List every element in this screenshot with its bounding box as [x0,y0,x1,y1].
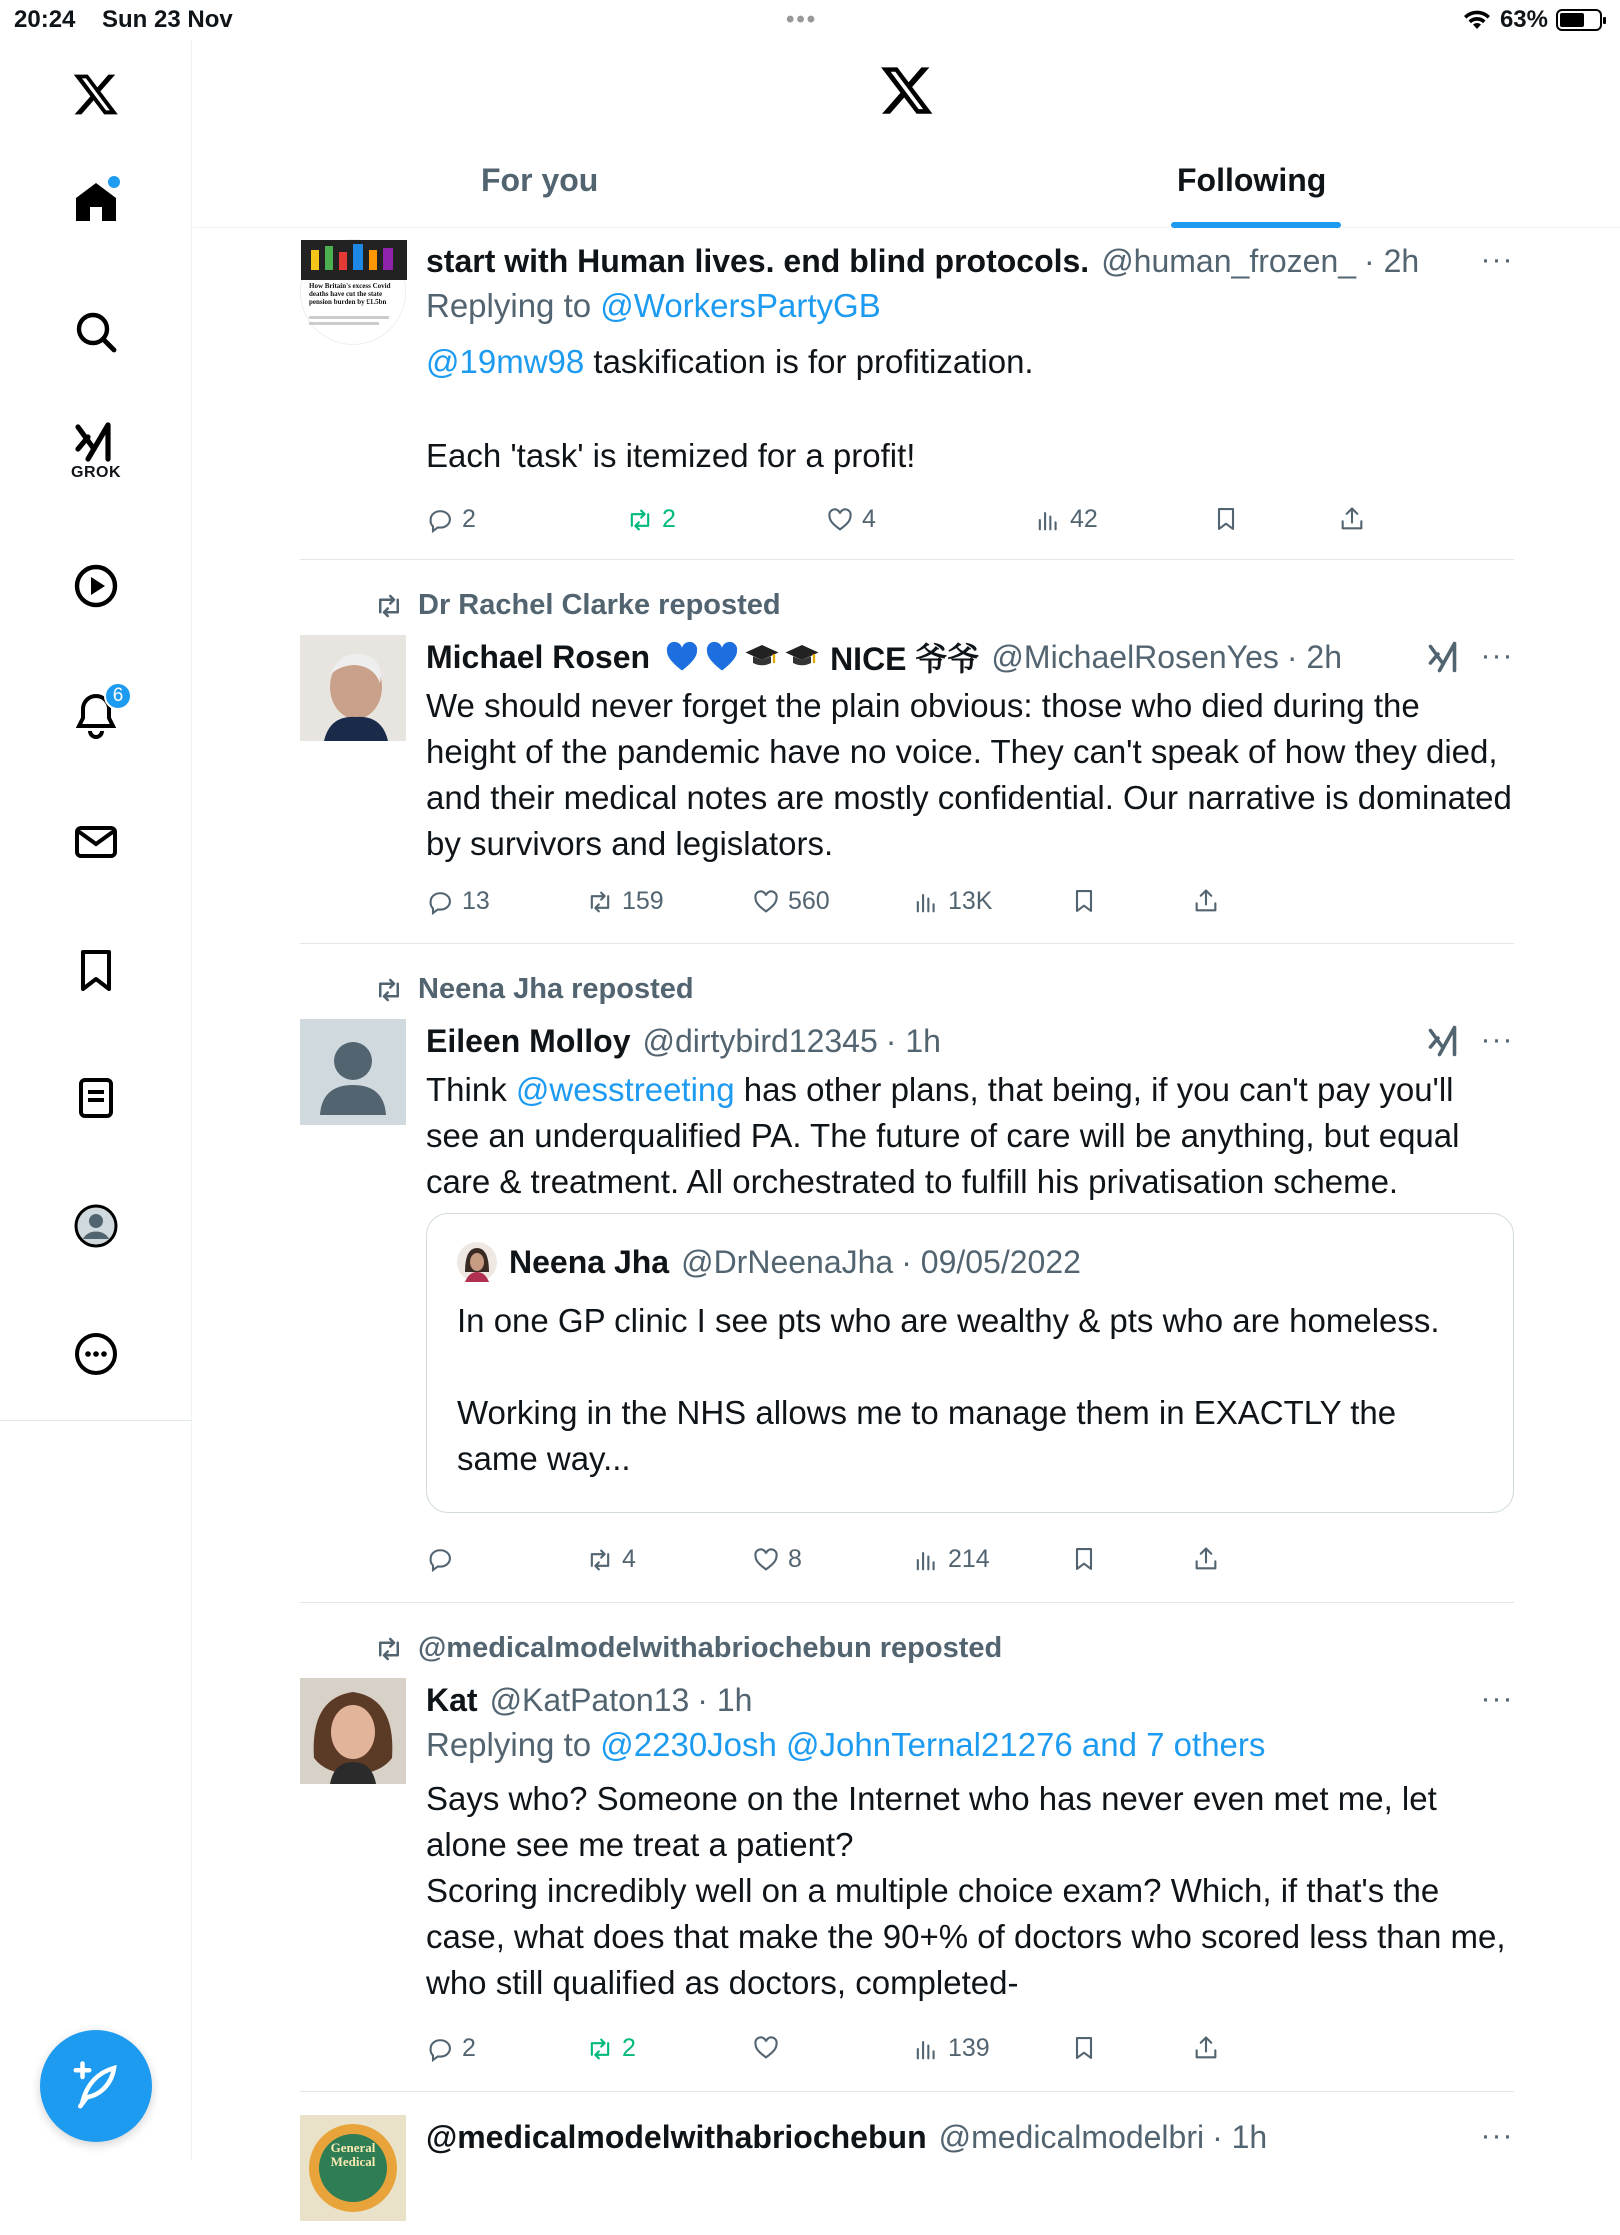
repost-icon [374,975,404,1005]
repost-button[interactable] [586,1545,636,1574]
search-icon[interactable] [68,304,124,360]
views-button[interactable] [1034,505,1098,534]
repost-count: 2 [662,505,676,533]
reply-button[interactable] [426,887,490,916]
avatar[interactable] [300,635,406,741]
author-name[interactable]: start with Human lives. end blind protocols. [426,242,1090,279]
graduation-cap-icon [744,639,780,675]
views-button[interactable] [912,887,992,916]
repost-count: 4 [622,1545,636,1573]
share-button[interactable] [1338,505,1366,533]
like-icon [752,2034,780,2062]
reply-mention-link[interactable]: @WorkersPartyGB [600,287,881,324]
repost-icon [374,591,404,621]
tweet-time[interactable]: · 1h [1212,2118,1268,2155]
profile-icon[interactable] [68,1198,124,1254]
more-icon[interactable] [68,1326,124,1382]
bookmark-icon [1070,1545,1098,1573]
timeline-feed[interactable] [193,229,1620,2169]
repost-icon [626,506,654,534]
author-name[interactable]: Eileen Molloy [426,1022,631,1059]
like-icon [826,506,854,534]
quoted-time: · 09/05/2022 [901,1243,1081,1280]
sidebar-separator [0,1420,192,1421]
tweet[interactable] [300,635,1514,915]
more-options-icon[interactable]: ··· [1480,243,1514,276]
views-icon [912,888,940,916]
bookmark-button[interactable] [1070,2034,1098,2062]
video-icon[interactable] [68,558,124,614]
tweet-actions [426,2034,1620,2074]
bookmark-icon [1212,505,1240,533]
avatar[interactable] [300,2115,406,2221]
reply-count: 13 [462,887,490,915]
like-count: 4 [862,505,876,533]
mention-link[interactable]: @19mw98 [426,343,585,380]
reply-count: 2 [462,2034,476,2062]
tweet-text: Says who? Someone on the Internet who has never even met me, let alone see me treat a patient? [426,1780,1437,1863]
blue-heart-icon [664,639,700,675]
avatar[interactable] [300,1678,406,1784]
repost-button[interactable] [586,887,664,916]
reply-icon [426,506,454,534]
bookmarks-icon[interactable] [68,942,124,998]
tweet-text: Scoring incredibly well on a multiple choice exam? Which, if that's the case, what does that make the 90+% of doctors who scored less than me, who still qualified as doctors, completed- [426,1872,1506,2001]
bookmark-icon [1070,887,1098,915]
views-count: 13K [948,887,993,915]
grok-icon[interactable] [68,424,124,480]
compose-icon [69,2059,123,2113]
like-button[interactable] [826,505,876,534]
active-tab-indicator [1171,222,1341,228]
bookmark-button[interactable] [1070,1545,1098,1573]
avatar[interactable] [300,239,406,345]
multitasking-dots-icon[interactable]: ••• [786,6,818,33]
tweet-time[interactable]: · 1h [697,1681,753,1718]
share-icon [1192,887,1220,915]
status-bar [0,0,1620,40]
tweet-actions [426,1545,1620,1585]
views-button[interactable] [912,1545,990,1574]
author-name[interactable]: Michael Rosen [426,638,651,675]
like-count: 8 [788,1545,802,1573]
views-icon [912,2035,940,2063]
repost-attribution[interactable] [374,589,781,622]
views-count: 139 [948,2034,990,2062]
reply-button[interactable] [426,1545,462,1573]
tab-for-you[interactable]: For you [481,162,599,198]
tweet[interactable] [300,1019,1514,1619]
like-button[interactable] [752,1545,802,1574]
repost-icon [586,888,614,916]
home-icon[interactable] [68,174,124,230]
battery-icon [1556,9,1602,31]
repost-count: 159 [622,887,664,915]
quoted-author-handle[interactable]: @DrNeenaJha [681,1243,894,1280]
author-handle[interactable]: @KatPaton13 [489,1681,690,1718]
share-button[interactable] [1192,2034,1220,2062]
tweet-divider [300,2091,1514,2092]
repost-button[interactable] [586,2034,636,2063]
status-time: 20:24 [14,6,76,33]
x-logo-icon[interactable] [879,62,935,118]
tweet-text: We should never forget the plain obvious: those who died during the height of the pandemic have no voice. They can't speak of how they died, and their medical notes are mostly confidential. Our narrative is dominated by survivors and legislators. [426,687,1512,862]
graduation-cap-icon [784,639,820,675]
avatar[interactable] [300,1019,406,1125]
bookmark-icon [1070,2034,1098,2062]
reply-button[interactable] [426,2034,476,2063]
author-handle[interactable]: @human_frozen_ [1101,242,1357,279]
like-count: 560 [788,887,830,915]
lists-icon[interactable] [68,1070,124,1126]
default-avatar-icon [300,1019,406,1125]
x-logo-icon[interactable] [68,66,124,122]
mention-link[interactable]: @wesstreeting [515,1071,735,1108]
reply-count: 2 [462,505,476,533]
reposted-by: Neena Jha reposted [418,973,694,1005]
more-options-icon[interactable]: ··· [1480,1682,1514,1715]
repost-attribution[interactable] [374,973,694,1006]
tweet-text-part: Think [426,1071,516,1108]
wifi-icon [1462,8,1492,32]
replying-to [426,287,1514,325]
views-button[interactable] [912,2034,990,2063]
timeline-header [193,40,1620,228]
like-icon [752,1546,780,1574]
notifications-badge: 6 [104,682,132,710]
share-icon [1192,1545,1220,1573]
tweet-time[interactable]: · 2h [1286,638,1343,675]
repost-icon [586,1546,614,1574]
tweet-actions [426,887,1620,927]
home-new-dot [108,176,120,188]
reposted-by: Dr Rachel Clarke reposted [418,589,781,621]
repost-button[interactable] [626,505,676,534]
tweet-time[interactable]: · 1h [885,1022,941,1059]
tab-following[interactable]: Following [1177,162,1327,198]
grok-label: GROK [71,464,121,481]
more-options-icon[interactable]: ··· [1480,2119,1514,2152]
tweet-time[interactable]: · 2h [1364,242,1420,279]
repost-attribution[interactable] [374,1632,1002,1665]
tweet-actions [426,505,1514,545]
tweet[interactable] [300,2115,1514,2235]
blue-heart-icon [704,639,740,675]
grok-explain-icon[interactable] [1426,1023,1462,1059]
like-icon [752,888,780,916]
like-button[interactable] [752,2034,788,2062]
name-emojis [660,639,820,675]
more-options-icon[interactable]: ··· [1480,639,1514,672]
views-count: 214 [948,1545,990,1573]
reply-mention-link[interactable]: @2230Josh @JohnTernal21276 and 7 others [600,1726,1266,1763]
reply-button[interactable] [426,505,476,534]
views-icon [1034,506,1062,534]
like-button[interactable] [752,887,830,916]
author-name-suffix: NICE 爷爷 [830,641,980,677]
replying-to [426,1726,1514,1764]
sidebar [0,40,192,2160]
replying-label: Replying to [426,287,601,324]
quoted-text: Working in the NHS allows me to manage them in EXACTLY the same way... [457,1394,1397,1477]
tweet-text [426,1067,1514,1205]
bookmark-button[interactable] [1070,887,1098,915]
share-button[interactable] [1192,887,1220,915]
tweet-text-part: taskification is for profitization. [584,343,1034,380]
avatar-photo-icon [300,635,406,741]
status-date: Sun 23 Nov [102,6,233,33]
share-button[interactable] [1192,1545,1220,1573]
author-handle[interactable]: @medicalmodelbri [938,2118,1205,2155]
tweet-text-part: has other plans, that being, if you can't pay you'll see an underqualified PA. The future of care will be anything, but equal care & treatment. All orchestrated to fulfill his privatisation scheme. [426,1071,1460,1200]
quoted-tweet[interactable] [426,1213,1514,1513]
compose-button[interactable] [40,2030,152,2142]
author-name[interactable]: Kat [426,1681,478,1718]
quoted-header [457,1242,1081,1282]
status-right [1462,6,1602,34]
views-icon [912,1546,940,1574]
more-options-icon[interactable]: ··· [1480,1023,1514,1056]
tweet-divider [300,1602,1514,1603]
notifications-icon[interactable] [68,686,124,742]
share-icon [1192,2034,1220,2062]
tweet-text [426,339,1514,385]
bookmark-button[interactable] [1212,505,1240,533]
replying-label: Replying to [426,1726,601,1763]
repost-icon [586,2035,614,2063]
tweet-divider [300,943,1514,944]
quoted-text: In one GP clinic I see pts who are wealthy & pts who are homeless. [457,1302,1440,1339]
quoted-avatar[interactable] [457,1242,497,1282]
avatar-photo-icon [300,1678,406,1784]
avatar-label: General Medical [330,2140,376,2169]
author-name[interactable]: @medicalmodelwithabriochebun [426,2118,927,2155]
author-handle[interactable]: @MichaelRosenYes [991,638,1279,675]
battery-percent: 63% [1499,6,1548,33]
repost-count: 2 [622,2034,636,2062]
views-count: 42 [1070,505,1098,533]
repost-icon [374,1634,404,1664]
messages-icon[interactable] [68,814,124,870]
share-icon [1338,505,1366,533]
reply-icon [426,1545,454,1573]
reposted-by: @medicalmodelwithabriochebun reposted [418,1632,1003,1664]
tweet-divider [300,559,1514,560]
author-handle[interactable]: @dirtybird12345 [642,1022,878,1059]
quoted-author-name[interactable]: Neena Jha [509,1243,670,1280]
reply-icon [426,2035,454,2063]
grok-explain-icon[interactable] [1426,639,1462,675]
tweet-text-line: Each 'task' is itemized for a profit! [426,437,916,474]
thumbnail-caption: How Britain's excess Covid deaths have cut the state pension burden by £1.5bn [309,282,391,306]
reply-icon [426,888,454,916]
